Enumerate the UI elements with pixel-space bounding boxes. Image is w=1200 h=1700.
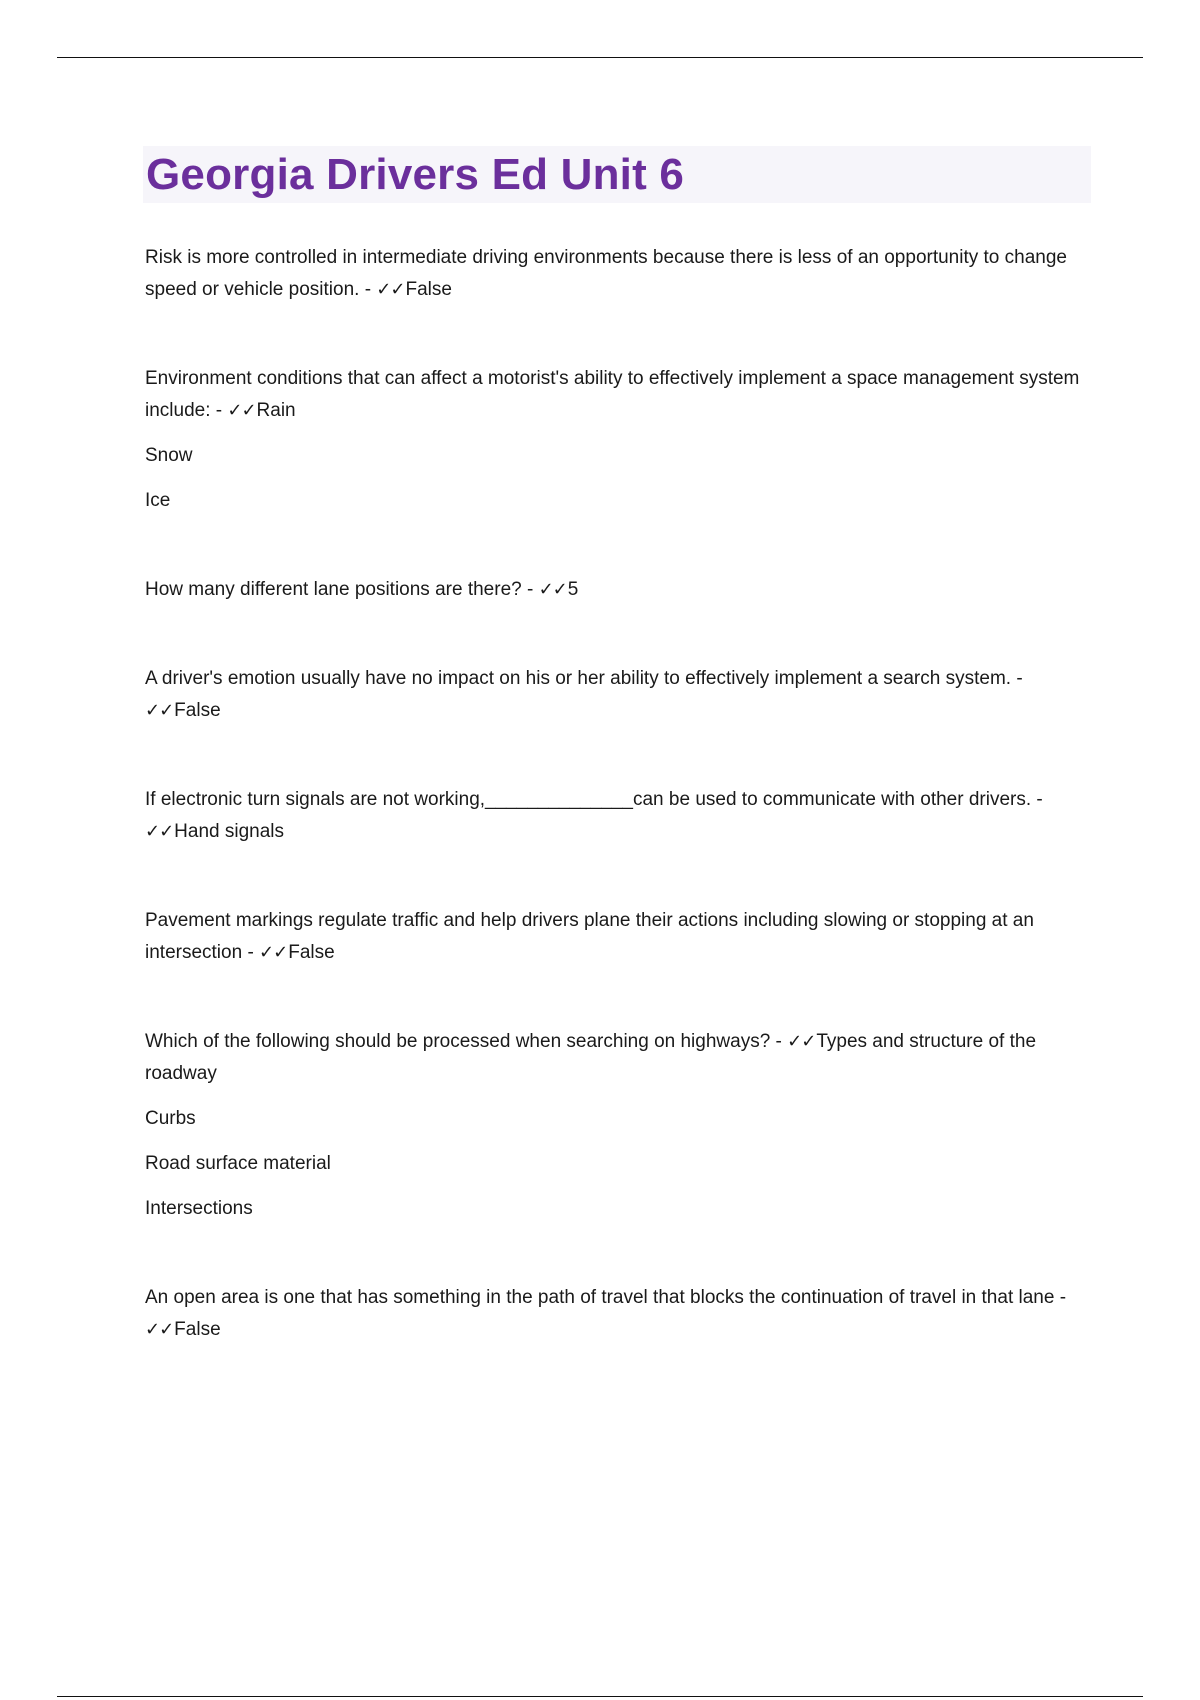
double-check-icon: ✓✓ [145, 821, 174, 842]
answer-list-item: Curbs [145, 1108, 196, 1129]
answer-text: Hand signals [174, 821, 285, 842]
question-text: Environment conditions that can affect a motorist's ability to effectively implement a space management system include: - [145, 368, 1080, 421]
qa-item [145, 663, 1091, 727]
question-text: An open area is one that has something in the path of travel that blocks the continuation of travel in that lane - [145, 1287, 1067, 1308]
qa-item [145, 574, 1091, 606]
answer-list-item: Road surface material [145, 1153, 331, 1174]
question-text: How many different lane positions are there? - [145, 579, 539, 600]
question-text: If electronic turn signals are not working,______________can be used to communicate with other drivers. - [145, 789, 1043, 810]
double-check-icon: ✓✓ [259, 942, 288, 963]
double-check-icon: ✓✓ [787, 1031, 816, 1052]
qa-question-line [145, 905, 1091, 969]
qa-question-line [145, 363, 1091, 427]
qa-item [145, 1026, 1091, 1225]
qa-item [145, 905, 1091, 969]
qa-question-line [145, 663, 1091, 727]
answer-text: Types and structure of the roadway [145, 1031, 1037, 1084]
title-band [143, 146, 1091, 203]
question-text: Pavement markings regulate traffic and help drivers plane their actions including slowing or stopping at an intersection - [145, 910, 1034, 963]
header-rule [57, 57, 1143, 58]
qa-item [145, 242, 1091, 306]
answer-list-item: Intersections [145, 1198, 253, 1219]
question-text: Risk is more controlled in intermediate driving environments because there is less of an opportunity to change speed or vehicle position. - [145, 247, 1067, 300]
question-text: A driver's emotion usually have no impact on his or her ability to effectively implement a search system. - [145, 668, 1023, 689]
footer-rule [57, 1696, 1143, 1697]
qa-item [145, 363, 1091, 517]
document-title: Georgia Drivers Ed Unit 6 [146, 149, 685, 199]
qa-list [145, 242, 1091, 1346]
answer-list-item: Snow [145, 445, 193, 466]
double-check-icon: ✓✓ [227, 400, 256, 421]
answer-text: 5 [567, 579, 579, 600]
double-check-icon: ✓✓ [145, 700, 174, 721]
double-check-icon: ✓✓ [538, 579, 567, 600]
qa-item [145, 784, 1091, 848]
answer-text: False [174, 700, 221, 721]
double-check-icon: ✓✓ [145, 1319, 174, 1340]
question-text: Which of the following should be processed when searching on highways? - [145, 1031, 788, 1052]
qa-item [145, 1282, 1091, 1346]
document-body [145, 146, 1091, 1346]
qa-question-line [145, 1026, 1091, 1090]
answer-text: False [174, 1319, 221, 1340]
qa-question-line [145, 242, 1091, 306]
answer-text: False [288, 942, 335, 963]
answer-list-item: Ice [145, 490, 171, 511]
qa-question-line [145, 574, 1091, 606]
answer-text: False [405, 279, 452, 300]
answer-text: Rain [256, 400, 296, 421]
qa-question-line [145, 1282, 1091, 1346]
qa-question-line [145, 784, 1091, 848]
double-check-icon: ✓✓ [376, 279, 405, 300]
